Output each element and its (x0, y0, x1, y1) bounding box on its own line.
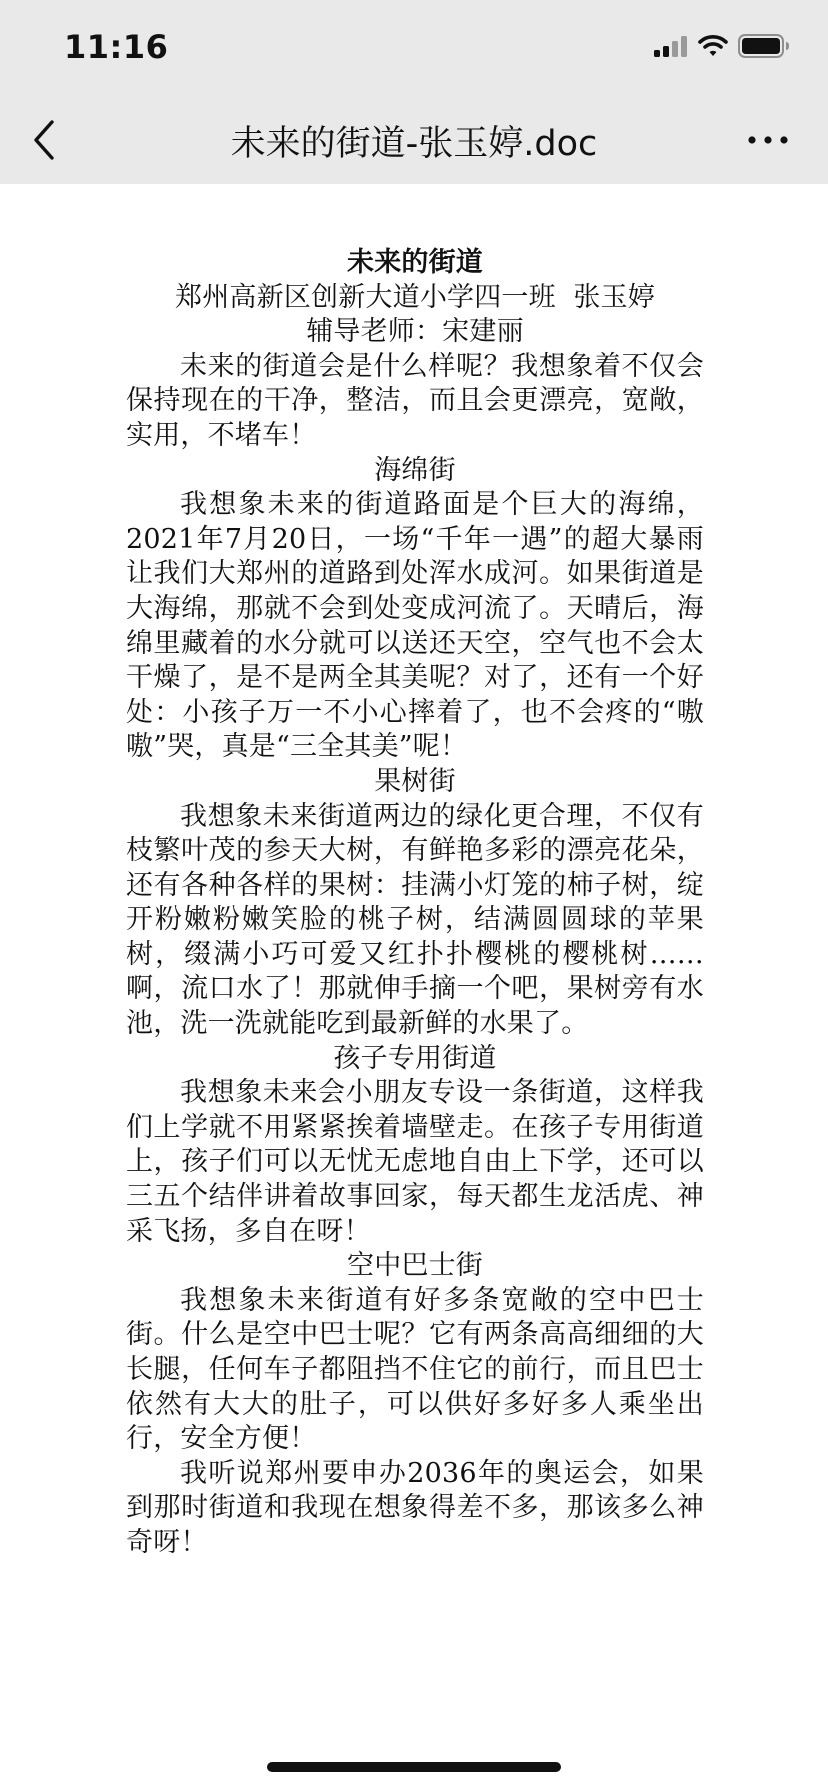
document-content (126, 246, 704, 1561)
top-bar (0, 0, 828, 184)
more-horizontal-icon[interactable] (744, 124, 792, 156)
section-heading-children-street: 孩子专用街道 (333, 1042, 497, 1074)
essay-title: 未来的街道 (347, 247, 483, 278)
section-heading-sky-bus-street: 空中巴士街 (347, 1250, 483, 1282)
section-body-fruit-tree-street: 我想象未来街道两边的绿化更合理，不仅有枝繁叶茂的参天大树，有鲜艳多彩的漂亮花朵，还有各种各样的果树：挂满小灯笼的柿子树，绽开粉嫩粉嫩笑脸的桃子树，结满圆圆球的苹果树，缀满小巧可爱又红扑扑樱桃的樱桃树……啊，流口水了！那就伸手摘一个吧，果树旁有水池，洗一洗就能吃到最新鲜的水果了。 (126, 800, 704, 1040)
wifi-icon (698, 35, 728, 57)
chevron-left-icon[interactable] (26, 112, 66, 168)
status-time: 11:16 (64, 28, 169, 66)
intro-paragraph: 未来的街道会是什么样呢？我想象着不仅会保持现在的干净，整洁，而且会更漂亮，宽敞，实用，不堵车！ (126, 350, 704, 451)
section-body-sponge-street: 我想象未来的街道路面是个巨大的海绵，2021年7月20日，一场“千年一遇”的超大暴雨让我们大郑州的道路到处浑水成河。如果街道是大海绵，那就不会到处变成河流了。天晴后，海绵里藏着的水分就可以送还天空，空气也不会太干燥了，是不是两全其美呢？对了，还有一个好处：小孩子万一不小心摔着了，也不会疼的“嗷嗷”哭，真是“三全其美”呢！ (126, 489, 704, 763)
section-body-children-street: 我想象未来会小朋友专设一条街道，这样我们上学就不用紧紧挨着墙壁走。在孩子专用街道上，孩子们可以无忧无虑地自由上下学，还可以三五个结伴讲着故事回家，每天都生龙活虎、神采飞扬，多自在呀！ (126, 1077, 704, 1247)
home-indicator[interactable] (267, 1762, 561, 1772)
cellular-signal-icon (654, 35, 688, 57)
battery-icon (738, 34, 790, 58)
teacher-line: 辅导老师：宋建丽 (306, 316, 524, 348)
conclusion-paragraph: 我听说郑州要申办2036年的奥运会，如果到那时街道和我现在想象得差不多，那该多么神奇呀！ (126, 1457, 704, 1558)
section-heading-fruit-tree-street: 果树街 (374, 765, 456, 797)
status-icons (654, 34, 790, 58)
document-title-bar: 未来的街道-张玉婷.doc (230, 124, 598, 164)
section-body-sky-bus-street: 我想象未来街道有好多条宽敞的空中巴士街。什么是空中巴士呢？它有两条高高细细的大长腿，任何车子都阻挡不住它的前行，而且巴士依然有大大的肚子，可以供好多好多人乘坐出行，安全方便！ (126, 1284, 704, 1455)
author-line: 郑州高新区创新大道小学四一班 张玉婷 (175, 281, 655, 313)
section-heading-sponge-street: 海绵街 (374, 454, 456, 486)
